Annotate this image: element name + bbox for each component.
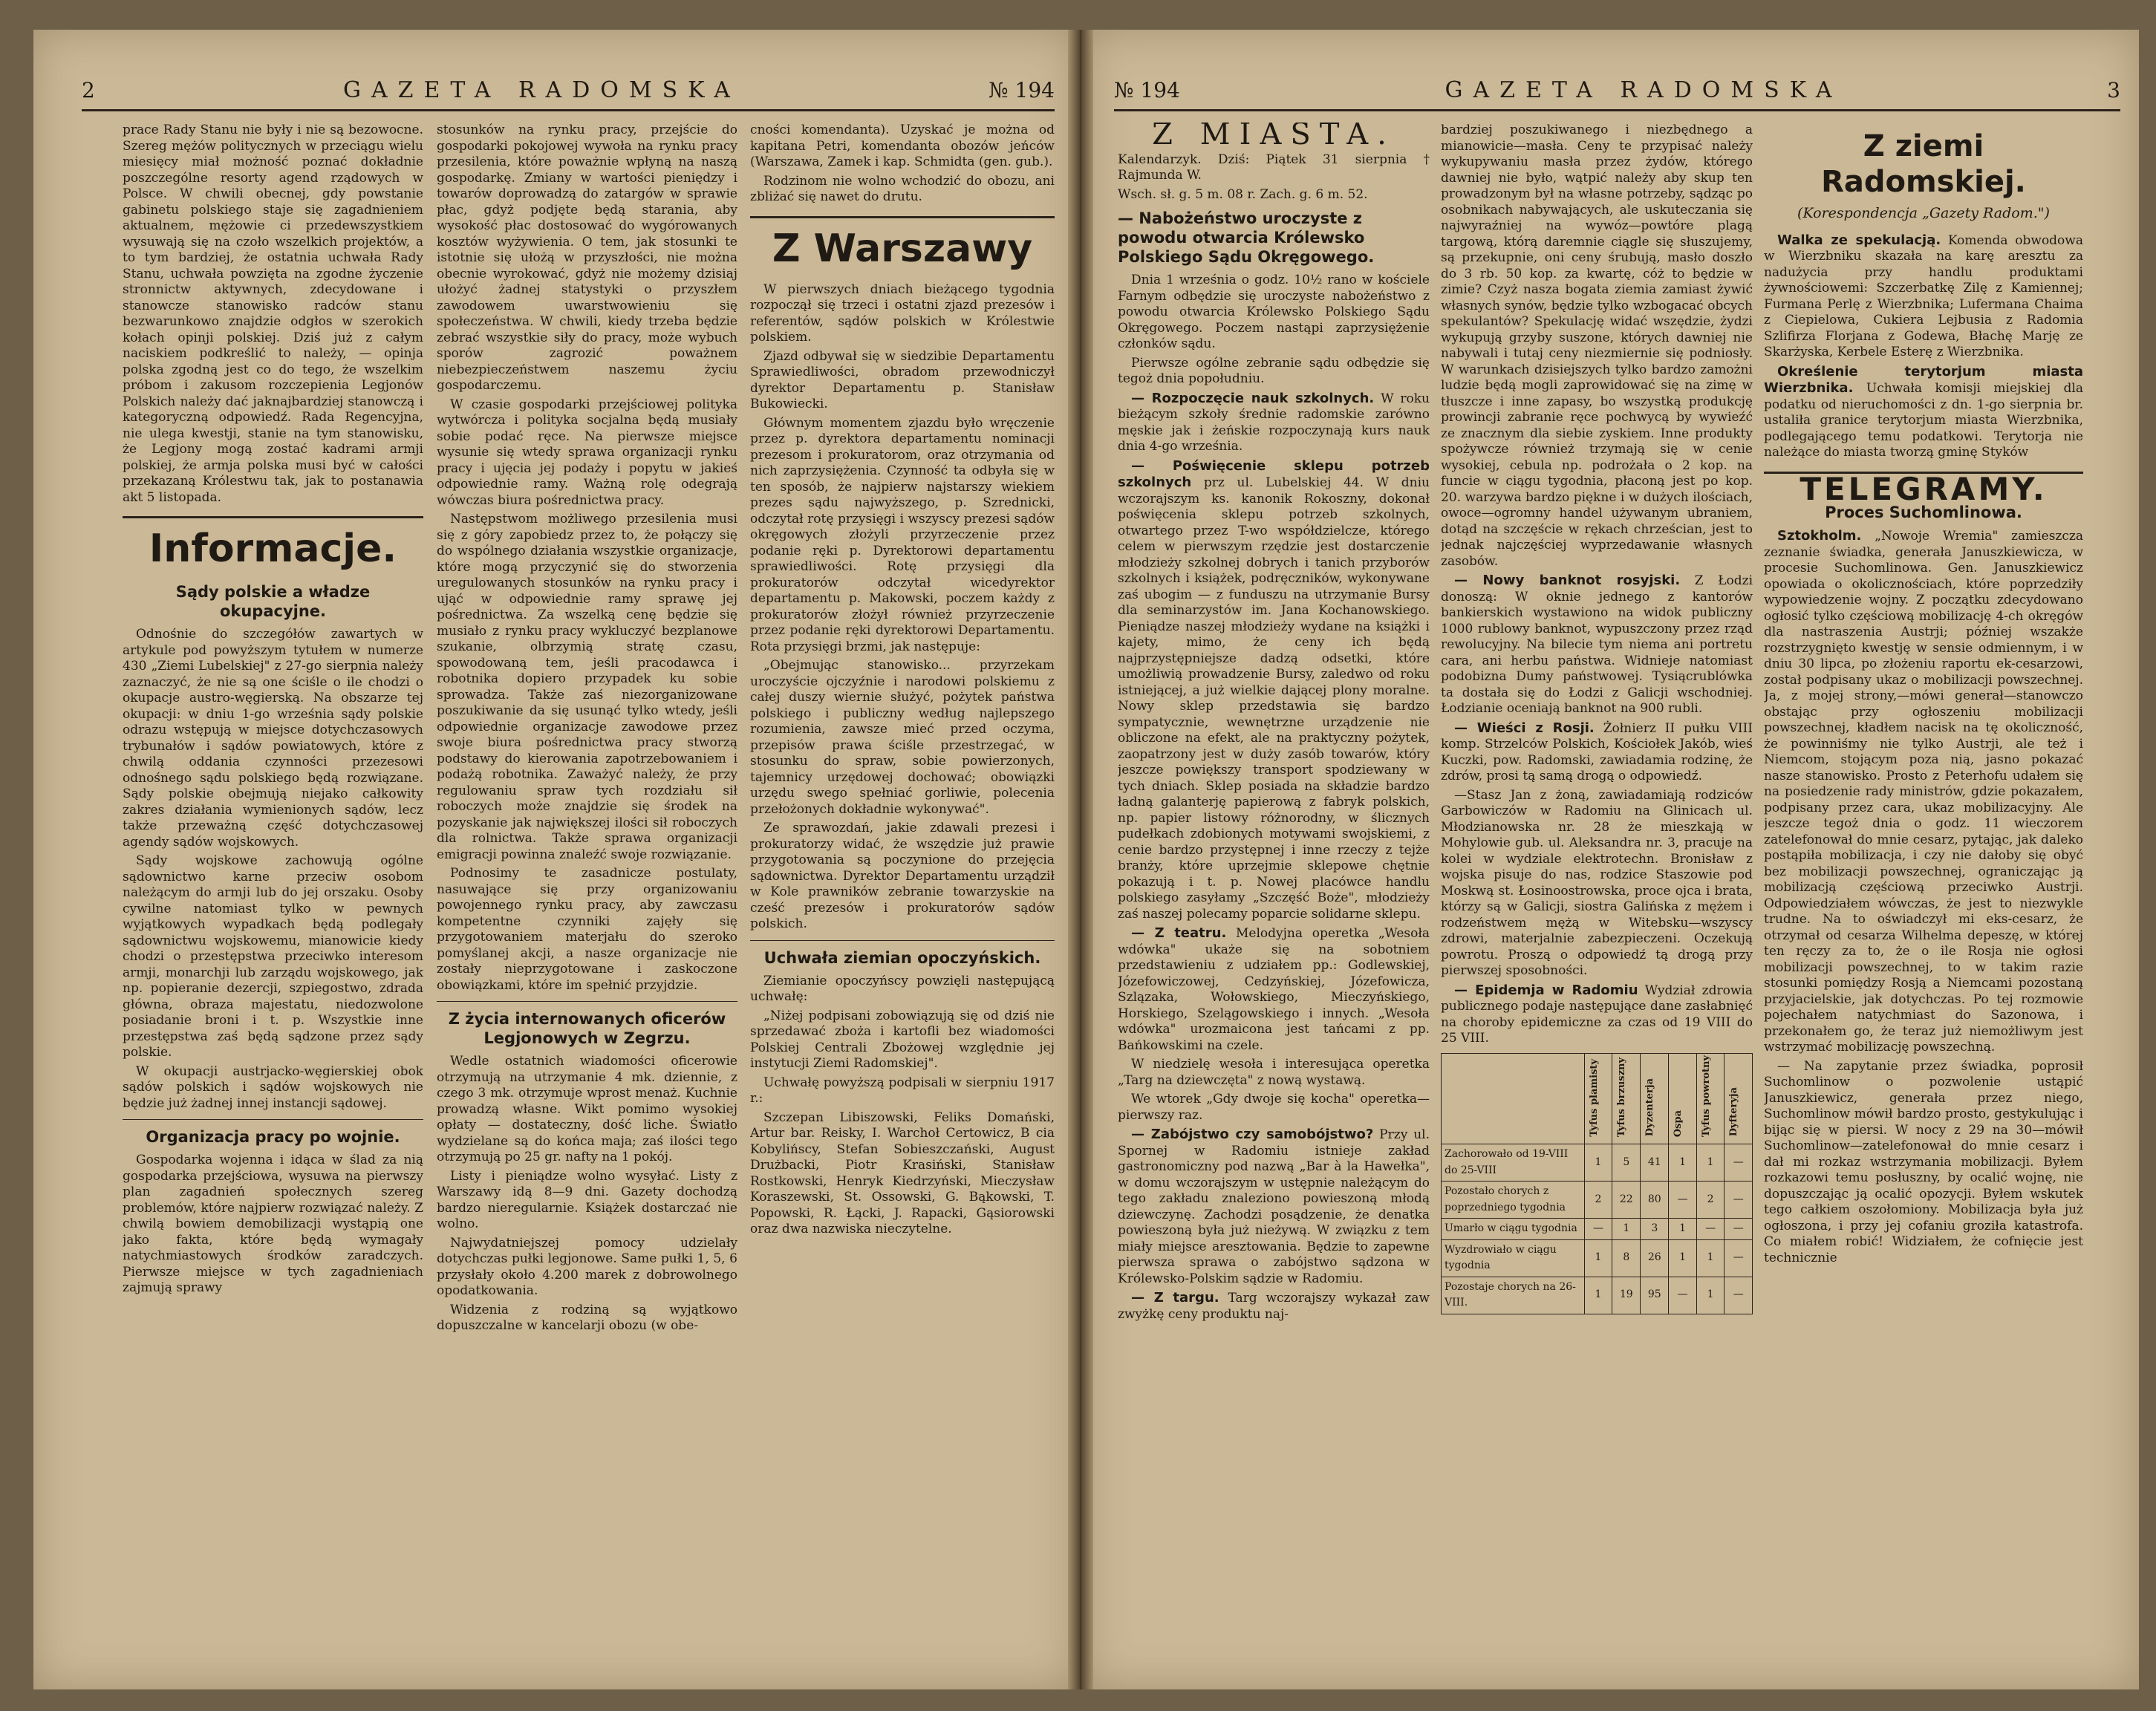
table-row xyxy=(1442,1182,1753,1219)
table-header-cell: Tyfus brzuszny xyxy=(1612,1053,1641,1144)
article-text: Głównym momentem zjazdu było wręczenie przez p. dyrektora departamentu nominacji prezesom i prokuratorom, oraz otrzymania od nich zaprzysiężenia. Czynność ta odbyła się w ten sposób, że najpierw najstarszy wiekiem prezes sądu najwyższego, p. Szrednicki, odczytał rotę przysięgi i wszyscy prezesi sądów okręgowych złożyli przyrzeczenie przez podanie ręki p. Dyrektorowi departamentu sprawiedliwości. Rotę przysięgi dla prokuratorów odczytał wicedyrektor departamentu p. Makowski, poczem każdy z prokuratorów złożył również przyrzeczenie przez podanie ręki dyrektorowi Departamentu. Rota przysięgi brzmi, jak następuje: xyxy=(750,415,1055,654)
article-text: W czasie gospodarki przejściowej polityka wytwórcza i polityka socjalna będą musiały sobie podać ręce. Na pierwsze miejsce wysunie się wtedy sprawa organizacji rynku pracy i ujęcia jej podaży i popytu w jakieś odpowiednie ramy. Ważną rolę odegrają wówczas biura pośrednictwa pracy. xyxy=(437,397,737,508)
divider xyxy=(123,1119,423,1120)
table-row xyxy=(1442,1144,1753,1182)
table-cell: 1 xyxy=(1696,1277,1725,1314)
divider xyxy=(123,516,423,518)
article-text: Szczepan Libiszowski, Feliks Domański, Artur bar. Reisky, I. Warchoł Certowicz, B cia Kobylińscy, Stefan Sobieszczański, August Drużbacki, Piotr Krasiński, Stanisław Rostkowski, Henryk Kiedrzyński, Mieczysław Koraszewski, St. Ossowski, G. Bąkowski, T. Popowski, R. Łącki, J. Rapacki, Gąsiorowski oraz dwa nazwiska nieczytelne. xyxy=(750,1109,1055,1236)
sunrise-line: Wsch. sł. g. 5 m. 08 r. Zach. g. 6 m. 52. xyxy=(1118,186,1368,202)
left-masthead-title: GAZETA RADOMSKA xyxy=(343,76,740,103)
article-text: W roku bieżącym szkoły średnie radomskie zarówno męskie jak i żeńskie rozpoczynają kurs nauk dnia 4-go września. xyxy=(1118,391,1430,454)
news-lead: — Epidemja w Radomiu xyxy=(1454,982,1638,998)
section-heading-z-ziemi: Z ziemi Radomskiej. xyxy=(1821,129,2026,199)
article-text: Gospodarka wojenna i idąca w ślad za nią gospodarka przejściowa, wysuwa na pierwszy plan zagadnień społecznych szereg problemów, które najpierw rozwiązać należy. Z chwilą bowiem demobilizacji wystąpią one jako fakta, które będą wymagały natychmiastowych środków zaradczych. Pierwsze miejsce w tych zagadnieniach zajmują sprawy xyxy=(123,1153,423,1295)
table-cell: 1 xyxy=(1584,1277,1612,1314)
divider xyxy=(750,216,1055,218)
article-text: Zjazd odbywał się w siedzibie Departamentu Sprawiedliwości, obradom przewodniczył dyrektor Departamentu p. Stanisław Bukowiecki. xyxy=(750,348,1055,411)
news-lead: — Rozpoczęcie nauk szkolnych. xyxy=(1131,390,1375,406)
article-text: Najwydatniejszej pomocy udzielały dotychczas pułki legjonowe. Same pułki 1, 5, 6 przysłały około 4.200 marek z dobrowolnego opodatkowania. xyxy=(437,1235,737,1298)
calendar-line: Kalendarzyk. Dziś: Piątek 31 sierpnia † Rajmunda W. xyxy=(1118,151,1430,183)
table-cell: 22 xyxy=(1612,1182,1641,1219)
article-text: Uchwała komisji miejskiej dla podatku od nieruchomości z dn. 1-go sierpnia br. ustaliła granice terytorjum miasta Wierzbnika, podlegającego temu podatkowi. Terytorja nie należące do miasta tworzą gminę Styków xyxy=(1764,381,2083,460)
section-heading-warszawy: Z Warszawy xyxy=(772,226,1033,271)
article-text: Ziemianie opoczyńscy powzięli następującą uchwałę: xyxy=(750,973,1055,1004)
news-lead: Sztokholm. xyxy=(1777,528,1862,544)
table-cell: 80 xyxy=(1641,1182,1669,1219)
article-text: stosunków na rynku pracy, przejście do gospodarki pokojowej wywoła na rynku pracy przesilenia, które poważnie wpłyną na naszą gospodarkę. Zmiany w wartości pieniędzy i towarów doprowadzą do zatargów w sprawie płac, gdyż podjęte będą starania, aby wysokość płac dostosować do wygórowanych kosztów wyżywienia. O tem, jak stosunki te istotnie się ułożą w przyszłości, nie można obecnie wyrokować, gdyż nie możemy dzisiaj ułożyć żadnej statystyki o przyszłem zawodowem uwarstwowieniu się społeczeństwa. W chwili, kiedy trzeba będzie zebrać wszystkie siły do pracy, może wybuch sporów zagrozić poważnem niebezpieczeństwem naszemu życiu gospodarczemu. xyxy=(437,123,737,393)
table-cell: 1 xyxy=(1669,1219,1697,1240)
table-header-cell: Tyfus plamisty xyxy=(1584,1053,1612,1144)
table-header-cell: Dyzenterja xyxy=(1641,1053,1669,1144)
article-text: Żołnierz II pułku VIII komp. Strzelców Polskich, Kościołek Jakób, wieś Kuczki, pow. Radomski, zawiadamia rodzinę, że zdrów, prosi tą samą drogą o odpowiedź. xyxy=(1441,720,1753,783)
epidemic-table xyxy=(1441,1053,1753,1314)
table-cell: 2 xyxy=(1696,1182,1725,1219)
table-row xyxy=(1442,1239,1753,1277)
article-text: Odnośnie do szczegółów zawartych w artykule pod powyższym tytułem w numerze 430 „Ziemi Lubelskiej" z 27-go sierpnia należy zaznaczyć, że nie są one ściśle o ile chodzi o okupacje austro-węgierską. Na obszarze tej okupacji: w dniu 1-go września sądy polskie odrazu wstępują w miejsce dotychczasowych trybunałów i sądów powiatowych, które z chwilą oddania czynności przezesowi odnośnego sądu polskiego będą rozwiązane. Sądy polskie obejmują niejako całkowity zakres działania wymienionych sądów, lecz także przeważną część dotychczasowej agendy sądów wojskowych. xyxy=(123,627,423,850)
news-lead: — Wieści z Rosji. xyxy=(1454,720,1595,736)
right-issue-number: № 194 xyxy=(1114,77,1180,102)
news-lead: — Poświęcenie sklepu potrzeb szkolnych xyxy=(1118,457,1430,490)
right-masthead xyxy=(1114,71,2120,111)
table-cell: — xyxy=(1669,1277,1697,1314)
table-row xyxy=(1442,1277,1753,1314)
table-cell: 1 xyxy=(1669,1239,1697,1277)
table-row-label: Pozostało chorych z poprzedniego tygodnia xyxy=(1442,1182,1585,1219)
article-text: W okupacji austrjacko-węgierskiej obok sądów polskich i sądów wojskowych nie będzie już żadnej innej instancji sądowej. xyxy=(123,1063,423,1111)
article-text: Podnosimy te zasadnicze postulaty, nasuwające się przy organizowaniu powojennego rynku pracy, aby zawczasu kompetentne czynniki zajęły się przygotowaniem materjału do szeroko pomyślanej akcji, a nasze organizacje nie zostały nieprzygotowane i zaskoczone obowiązkami, które im spełnić przyjdzie. xyxy=(437,866,737,993)
right-page-number: 3 xyxy=(2107,77,2120,102)
article-text: Targ wczorajszy wykazał zaw zwyżkę ceny produktu naj- xyxy=(1118,1291,1430,1322)
article-text: W niedzielę wesoła i interesująca operetka „Targ na dziewczęta" z nową wystawą. xyxy=(1118,1057,1430,1088)
table-cell: 2 xyxy=(1584,1182,1612,1219)
article-text: „Niżej podpisani zobowiązują się od dziś nie sprzedawać zboża i kartofli bez wiadomości Polskiej Centrali Zbożowej względnie jej instytucji Ziemi Radomskiej". xyxy=(750,1008,1055,1071)
article-heading: Uchwała ziemian opoczyńskich. xyxy=(763,948,1041,967)
news-lead: — Nowy banknot rosyjski. xyxy=(1454,573,1681,588)
table-cell: — xyxy=(1696,1219,1725,1240)
article-heading: Sądy polskie a władze okupacyjne. xyxy=(175,583,371,620)
column-4 xyxy=(1118,123,1430,1660)
table-cell: 26 xyxy=(1641,1239,1669,1277)
article-text: Następstwom możliwego przesilenia musi się z góry zapobiedz przez to, że połączy się do wspólnego działania wszystkie organizacje, które mogą przyczynić się do stworzenia uregulowanych stosunków na rynku pracy i ująć w odpowiednie ramy sprawę jej pośrednictwa. Za wszelką cenę będzie się musiało z rynku pracy wykluczyć bezplanowe szukanie, olbrzymią stratę czasu, spowodowaną tem, jeśli pracodawca i robotnika dopiero przypadek ku sobie sprowadza. Także zaś niezorganizowane poszukiwanie da się usunąć tylko wtedy, jeśli odpowiednie organizacje zawodowe przez swoje biura pośrednictwa pracy stworzą podstawy do kierowania zapotrzebowaniem i podażą robotnika. Zaważyć należy, że przy regulowaniu spraw tych rozdziału sił roboczych może znajdzie się środek na pozyskanie jak największej ilości sił roboczych dla rolnictwa. Także sprawa organizacji emigracji powinna znaleźć swoje rozwiązanie. xyxy=(437,512,737,862)
article-text: Rodzinom nie wolno wchodzić do obozu, ani zbliżać się nawet do drutu. xyxy=(750,173,1055,204)
table-cell: — xyxy=(1725,1144,1753,1182)
article-text: Komenda obwodowa w Wierzbniku skazała na karę aresztu za nadużycia przy handlu produktami żywnościowemi: Szczerbatkę Zilę z Kamiennej; Furmana Perlę z Wierzbnika; Lufermana Chaima z Ciepielowa, Cukiera Lejbusia z Radomia Szlifirza Florjana z Godewa, Błachę Marję ze Skarżyska, Kerbele Esterę z Wierzbnika. xyxy=(1764,232,2083,359)
article-text: cności komendanta). Uzyskać je można od kapitana Petri, komendanta obozów jeńców (Warszawa, Zamek i kap. Schmidta (gen. gub.). xyxy=(750,123,1055,169)
table-cell: — xyxy=(1725,1219,1753,1240)
table-cell: 1 xyxy=(1612,1219,1641,1240)
news-lead: — Z teatru. xyxy=(1131,925,1227,941)
table-row-label: Zachorowało od 19-VIII do 25-VIII xyxy=(1442,1144,1585,1182)
table-header-cell: Tyfus powrotny xyxy=(1696,1053,1725,1144)
article-heading: Z życia internowanych oficerów Legjonowych w Zegrzu. xyxy=(448,1010,726,1047)
article-text: Ze sprawozdań, jakie zdawali prezesi i prokuratorzy widać, że wszędzie już prawie przygotowania są poczynione do przejęcia sądownictwa. Dyrektor Departamentu urządził w Kole prawników zebranie towarzyskie na cześć prezesów i prokuratorów sądów polskich. xyxy=(750,821,1055,931)
section-subheading: (Korespondencja „Gazety Radom.") xyxy=(1797,205,2050,221)
article-text: Sądy wojskowe zachowują ogólne sądownictwo karne przeciw osobom należącym do armji lub do jej orszaku. Osoby cywilne natomiast tylko w pewnych wyjątkowych wypadkach będą podlegały sądownictwu wojskowemu, mianowicie kiedy chodzi o przestępstwa przeciwko interesom armji, monarchji lub zarządu wojskowego, jak np. popieranie dezercji, szpiegostwo, zdrada główna, obraza majestatu, niedozwolone posiadanie broni i t. p. Wszystkie inne przestępstwa zaś będą sądzone przez sądy polskie. xyxy=(123,853,423,1060)
table-row-label: Umarło w ciągu tygodnia xyxy=(1442,1219,1585,1240)
news-lead: — Zabójstwo czy samobójstwo? xyxy=(1131,1127,1374,1142)
article-text: Melodyjna operetka „Wesoła wdówka" ukaże się na sobotniem przedstawieniu z udziałem pp.: Godlewskiej, Józefowiczowej, Cedzyńskiej, Józefowicza, Szlązaka, Wołowskiego, Mieczyńskiego, Horskiego, Szelągowskiego i innych. „Wesoła wdówka" urozmaicona jest tańcami z pp. Bańkowskimi na czele. xyxy=(1118,926,1430,1053)
table-header-cell: Ospa xyxy=(1669,1053,1697,1144)
table-cell: 1 xyxy=(1696,1239,1725,1277)
section-heading-z-miasta: Z MIASTA. xyxy=(1152,123,1395,151)
article-text: bardziej poszukiwanego i niezbędnego a mianowicie—masła. Ceny te przypisać należy wykupywaniu masła przez żydów, którego dawniej nie było, wątpić należy aby skup ten prowadzonym był na własne potrzeby, sądząc po osobnikach nabywających, ale uskuteczania się najwyraźniej na wywóz—powtóre plagą targową, którą daremnie ciągle się słuszujemy, są przekupnie, oni ceny śrubują, masło doszło do 3 rb. 50 kop. za kwartę, cóż to będzie w zimie? Czyż nasza bogata ziemia zamiast żywić własnych synów, będzie tylko wzbogacać obcych spekulantów? Spekulację widać wszędzie, żydzi wykupują grzyby suszone, których dawniej nie nabywali i tutaj ceny niezmiernie się podniosły. W warunkach dzisiejszych tylko bardzo zamożni ludzie będą mogli zaprowidować się na zimę w tłuszcze i inne zapasy, bo wszystką produkcję prowincji zabranie ręce pochwycą by wywieźć ze znacznym dla siebie zyskiem. Inne produkty spożywcze również trzymają się w cenie wysokiej, cebula np. podrożała o 2 kop. na funcie w ciągu tygodnia, płaconą jest po kop. 20. warzywa bardzo piękne i w dużych ilościach, owoce—ogromny handel używanym ubraniem, dotąd na szczęście w rękach chrześcian, jest to jednak najczęściej wyprzedawanie własnych zasobów. xyxy=(1441,123,1753,569)
table-cell: 41 xyxy=(1641,1144,1669,1182)
left-issue-number: № 194 xyxy=(989,77,1055,102)
table-cell: 1 xyxy=(1696,1144,1725,1182)
book-gutter xyxy=(1068,30,1093,1689)
column-1 xyxy=(123,123,423,1660)
article-text: Uchwałę powyższą podpisali w sierpniu 1917 r.: xyxy=(750,1075,1055,1106)
article-text: Dnia 1 września o godz. 10½ rano w kościele Farnym odbędzie się uroczyste nabożeństwo z powodu otwarcia Królewsko Polskiego Sądu Okręgowego. Poczem nastąpi zaprzysiężenie członków sądu. xyxy=(1118,273,1430,351)
right-masthead-title: GAZETA RADOMSKA xyxy=(1445,76,1843,103)
table-cell: — xyxy=(1725,1182,1753,1219)
table-cell: 1 xyxy=(1584,1239,1612,1277)
article-text: —Stasz Jan z żoną, zawiadamiają rodziców Garbowiczów w Radomiu na Glinicach ul. Młodzianowska nr. 28 że mieszkają w Mohylowie gub. ul. Aleksandra nr. 3, pracuje na kolei w wydziale elektrotechn. Bronisław z wojska pisuje do nas, rodzice Staszowie pod Moskwą st. Łosinoostrowska, proce ojca i brata, którzy są w Galicji, siostra Galińska z mężem i rodzeństwem mężą w Witebsku—wszyscy zdrowi, materjalnie zabezpieczeni. Oczekują powrotu. Proszą o odpowiedź tą drogą przy pierwszej sposobności. xyxy=(1441,787,1753,978)
column-6 xyxy=(1764,123,2083,1660)
table-row xyxy=(1442,1219,1753,1240)
article-text: We wtorek „Gdy dwoje się kocha" operetka—pierwszy raz. xyxy=(1118,1092,1430,1123)
article-heading: Organizacja pracy po wojnie. xyxy=(146,1128,400,1146)
table-header-row xyxy=(1442,1053,1753,1144)
article-text: prz ul. Lubelskiej 44. W dniu wczorajszym ks. kanonik Rokoszny, dokonał poświęcenia sklepu potrzeb szkolnych, otwartego przez T-wo współdzielcze, którego celem w pierwszym rzędzie jest dostarczenie młodzieży szkolnej dobrych i tanich przyborów szkolnych i książek, podręczników, wykonywane zaś ubogim — z funduszu na utrzymanie Bursy dla seminarzystów im. Jana Kochanowskiego. Pieniądze naszej młodzieży wydane na książki i kajety, mimo, że ceny ich będą najprzystępniejsze dadzą odsetki, które umożliwią prowadzenie Bursy, zaledwo od roku istniejącej, a już wielkie dającej plony moralne. Nowy sklep przedstawia się bardzo sympatycznie, wewnętrzne urządzenie nie obliczone na efekt, ale na praktyczny pożytek, zaopatrzony jest w duży zasób towarów, który jeszcze powiększy transport spodziewany w tych dniach. Sklep posiada na składzie bardzo ładną galanterję papierową z fabryk polskich, np. papier listowy różnorodny, w ślicznych pudełkach zdobionych motywami swojskiemi, z cenie bardzo przystępnej i inne rzeczy z tejże branży, które uprzejmie sklepowe chętnie pokazują i t. p. Nowej placówce handlu polskiego zasyłamy „Szczęść Boże", młodzieży zaś naszej polecamy poparcie solidarne sklepu. xyxy=(1118,475,1430,922)
article-text: — Na zapytanie przez świadka, poprosił Suchomlinow o pozwolenie ustąpić Januszkiewicz, generała przez niego, Suchomlinow mówił bardzo prosto, gestykulując i bijąc się w piersi. W nocy z 29 na 30—mówił Suchomlinow—zatelefonował do mnie cesarz i dał mi rozkaz wstrzymania mobilizacji. Byłem rozkazowi temu posłuszny, by ocalić wojnę, nie dopuszczając ją ocalić opozycji. Byłem wskutek tego całkiem oszołomiony. Mobilizacja była już ogłoszona, i przy jej cofaniu groziła katastrofa. Co miałem robić! Widziałem, że cofnięcie jest technicznie xyxy=(1764,1058,2083,1265)
section-heading-telegramy: TELEGRAMY. xyxy=(1800,470,2048,507)
table-cell: — xyxy=(1584,1219,1612,1240)
column-3 xyxy=(750,123,1055,1660)
news-lead: — Z targu. xyxy=(1131,1290,1219,1306)
left-masthead xyxy=(82,71,1055,111)
table-row-label: Wyzdrowiało w ciągu tygodnia xyxy=(1442,1239,1585,1277)
table-cell: 19 xyxy=(1612,1277,1641,1314)
article-text: Listy i pieniądze wolno wysyłać. Listy z Warszawy idą 8—9 dni. Gazety dochodzą bardzo nieregularnie. Książek dostarczać nie wolno. xyxy=(437,1168,737,1231)
table-corner-cell xyxy=(1442,1053,1585,1144)
table-cell: — xyxy=(1669,1182,1697,1219)
table-cell: 95 xyxy=(1641,1277,1669,1314)
section-heading-informacje: Informacje. xyxy=(149,527,397,571)
divider xyxy=(437,1001,737,1002)
table-cell: 5 xyxy=(1612,1144,1641,1182)
table-cell: 1 xyxy=(1584,1144,1612,1182)
article-text: Wedle ostatnich wiadomości oficerowie otrzymują na utrzymanie 4 mk. dziennie, z czego 3 mk. otrzymuje wprost menaż. Kuchnie prowadzą własne. Wikt pomimo wysokiej opłaty — dostateczny, dość liche. Światło wydzielane są do końca maja; zaś ilości tego otrzymują po 25 gr. nafty na 1 pokój. xyxy=(437,1054,737,1164)
left-page-number: 2 xyxy=(82,77,95,102)
article-text: Widzenia z rodziną są wyjątkowo dopuszczalne w kancelarji obozu (w obe- xyxy=(437,1302,737,1333)
article-heading: — Nabożeństwo uroczyste z powodu otwarcia Królewsko Polskiego Sądu Okręgowego. xyxy=(1118,209,1375,266)
table-cell: 8 xyxy=(1612,1239,1641,1277)
article-text: W pierwszych dniach bieżącego tygodnia rozpoczął się trzeci i ostatni zjazd prezesów i referentów, sądów polskich w Królestwie polskiem. xyxy=(750,281,1055,345)
table-row-label: Pozostaje chorych na 26-VIII. xyxy=(1442,1277,1585,1314)
article-text: Pierwsze ogólne zebranie sądu odbędzie się tegoż dnia popołudniu. xyxy=(1118,355,1430,386)
table-header-cell: Dyfteryja xyxy=(1725,1053,1753,1144)
table-cell: — xyxy=(1725,1277,1753,1314)
column-2 xyxy=(437,123,737,1660)
table-cell: 3 xyxy=(1641,1219,1669,1240)
article-text: prace Rady Stanu nie były i nie są bezowocne. Szereg mężów politycznych w przeciągu wielu miesięcy miał możność poznać dokładnie poszczególne resorty agend rządowych w Polsce. W chwili obecnej, gdy powstanie gabinetu polskiego staje się zagadnieniem aktualnem, mężowie ci przedewszystkiem wysuwają się na czoło wszelkich projektów, a to tym bardziej, że ostatnia uchwała Rady Stanu, uchwała powzięta na zgodne życzenie stronnictw aktywnych, zdecydowane i stanowcze stanowisko radców stanu bezwarunkowo znajdzie odgłos w szerokich kołach opinji polskiej. Dziś już z całym naciskiem podkreślić to należy, — opinja polska zgodną jest co do tego, że wszelkim próbom i zakusom rozczepienia Legjonów Polskich należy dać jaknajbardziej stanowczą i kategoryczną odpowiedź. Rada Regencyjna, nie ulega kwestji, stanie na tym stanowisku, że Legjony mogą zostać kadrami armji polskiej, że armja polska musi być w całości przekazaną Królestwu tak, jak to postanawia akt 5 listopada. xyxy=(123,123,423,505)
article-text: „Nowoje Wremia" zamieszcza zeznanie świadka, generała Januszkiewicza, w procesie Suchomlinowa. Gen. Januszkiewicz opowiada o okolicznościach, które poprzedziły wypowiedzenie wojny. Z początku zdecydowano ogłosić tylko częściową mobilizację 4-ch okręgów dla nastraszenia Austrji; później wszakże rozstrzygnięto kwestję w sensie odmiennym, i w dniu 30 lipca, po złożeniu raportu ek-cesarzowi, został podpisany ukaz o mobilizacji powszechnej. Ja, z mojej strony,—mówi generał—stanowczo obstając przy ogłoszeniu mobilizacji powszechnej, kładłem nacisk na tę okoliczność, że powinniśmy nie tylko Austrji, ale też i Niemcom, stojącym poza nią, jasno pokazać nasze stanowisko. Prosto z Peterhofu udałem się na posiedzenie rady ministrów, gdzie pokazałem, podpisany przez cara, ukaz mobilizacyjny. Ale jeszcze tegoż dnia o godz. 11 wieczorem zatelefonował do mnie cesarz, pytając, jak daleko postąpiła mobilizacja, i czy nie dałoby się obyć bez mobilizacji powszechnej, ograniczając ją mobilizacją częściową przeciwko Austrji. Odpowiedziałem wówczas, że jest to niezwykle trudne. Na to oświadczył mi eks-cesarz, że otrzymał od cesarza Wilhelma depeszę, w której ten ręczy za to, że o ile Rosja nie ogłosi mobilizacji powszechnej, to w takim razie stosunki pomiędzy Rosją a Niemcami pozostaną przyjacielskie, jak dotychczas. Po tej rozmowie pojechałem natychmiast do Sazonowa, i przekonałem go, że teraz już niemożliwym jest wstrzymać mobilizację powszechną. xyxy=(1764,529,2083,1055)
article-text: Wydział zdrowia publicznego podaje następujące dane zasłabnięć na choroby epidemiczne za czas od 19 VIII do 25 VIII. xyxy=(1441,982,1753,1046)
article-text: Z Łodzi donoszą: W oknie jednego z kantorów bankierskich wystawiono na widok publiczny 1000 rublowy banknot, wypuszczony przez rząd rewolucyjny. Na bilecie tym niema ani portretu cara, ani herbu państwa. Widnieje natomiast podobizna Dumy państwowej. Tysiącrublówka ta dostała się do Łodzi z Galicji wschodniej. Łodzianie oceniają banknot na 900 rubli. xyxy=(1441,573,1753,716)
news-lead: Walka ze spekulacją. xyxy=(1777,232,1941,248)
article-text: Przy ul. Spornej w Radomiu istnieje zakład gastronomiczny pod nazwą „Bar à la Hawełka", w domu wczorajszym w ustępnie należącym do tego zakładu znaleziono powieszoną młodą dziewczynę. Zachodzi posądzenie, że denatka powieszoną była już nieżywą. W związku z tem miały miejsce aresztowania. Będzie to zapewne pierwsza sprawa o zabójstwo sądzona w Królewsko-Polskim sądzie w Radomiu. xyxy=(1118,1127,1430,1286)
article-text: „Obejmując stanowisko... przyrzekam uroczyście ojczyźnie i narodowi polskiemu z całej duszy wiernie służyć, pożytek państwa polskiego i publiczny według najlepszego rozumienia, zawsze mieć przed oczyma, przepisów prawa ściśle przestrzegać, w stosunku do spraw, sobie powierzonych, tajemnicy urzędowej dochować; obowiązki urzędu swego spełniać gorliwie, polecenia przełożonych dokładnie wykonywać". xyxy=(750,658,1055,817)
news-lead: Określenie terytorjum miasta Wierzbnika. xyxy=(1764,363,2083,396)
article-heading: Proces Suchomlinowa. xyxy=(1825,503,2022,521)
column-5 xyxy=(1441,123,1753,1660)
divider xyxy=(750,940,1055,941)
table-cell: 1 xyxy=(1669,1144,1697,1182)
table-cell: — xyxy=(1725,1239,1753,1277)
